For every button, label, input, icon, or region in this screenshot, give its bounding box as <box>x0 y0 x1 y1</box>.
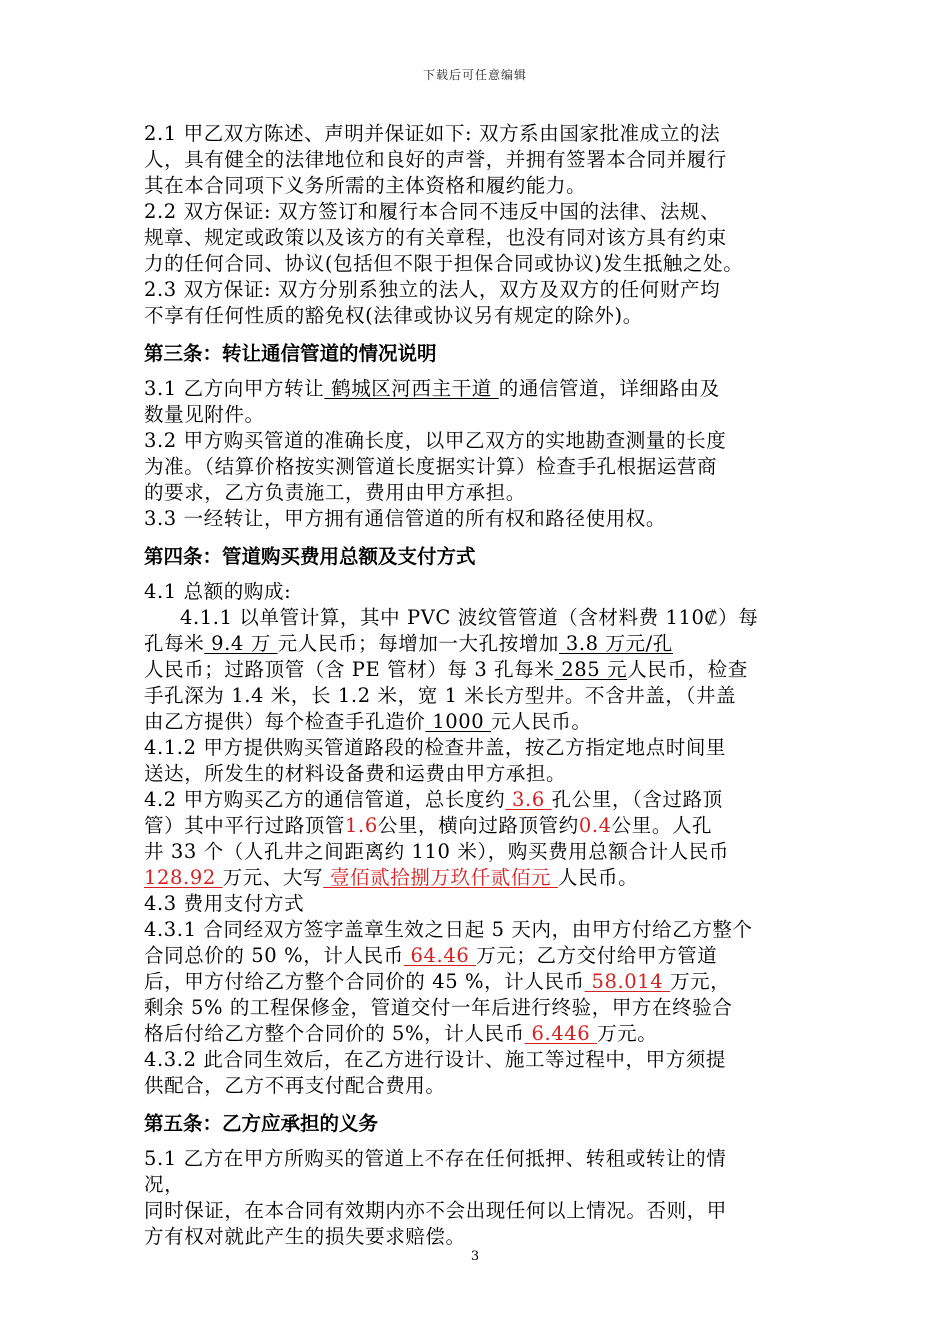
paragraph-line <box>144 657 806 683</box>
paragraph-line <box>144 787 806 813</box>
paragraph-line: 为准。（结算价格按实测管道长度据实计算）检查手孔根据运营商 <box>144 455 718 478</box>
paragraph-line: 人，具有健全的法律地位和良好的声誉，并拥有签署本合同并履行 <box>144 148 727 171</box>
paragraph-line: 剩余 5% 的工程保修金，管道交付一年后进行终验，甲方在终验合 <box>144 996 733 1019</box>
paragraph-line <box>144 709 806 735</box>
first-payment-field: 64.46 <box>403 944 477 967</box>
text: 万元、大写 <box>222 866 324 889</box>
text: 孔每米 <box>144 632 205 655</box>
text: 万元；乙方交付给甲方管道 <box>476 944 718 967</box>
paragraph-line: 力的任何合同、协议(包括但不限于担保合同或协议)发生抵触之处。 <box>144 252 744 275</box>
paragraph-line: 4.1.2 甲方提供购买管道路段的检查井盖，按乙方指定地点时间里 <box>144 736 727 759</box>
parallel-length-value: 1.6 <box>345 814 378 837</box>
paragraph-line: 况， <box>144 1173 185 1196</box>
paragraph-line: 井 33 个（人孔井之间距离约 110 米），购买费用总额合计人民币 <box>144 840 729 863</box>
paragraph-line <box>144 865 806 891</box>
second-payment-field: 58.014 <box>584 970 671 993</box>
paragraph-line: 4.3.1 合同经双方签字盖章生效之日起 5 天内，由甲方付给乙方整个 <box>144 918 753 941</box>
text: 万元， <box>670 970 731 993</box>
total-amount-field: 128.92 <box>144 866 223 889</box>
paragraph-line: 4.1 总额的购成: <box>144 580 292 603</box>
paragraph-line: 4.1.1 以单管计算，其中 PVC 波纹管管道（含材料费 110₡）每 <box>180 606 759 629</box>
paragraph-line <box>144 376 806 402</box>
paragraph-line <box>144 943 806 969</box>
paragraph-line: 不享有任何性质的豁免权(法律或协议另有规定的除外)。 <box>144 304 643 327</box>
text: 由乙方提供）每个检查手孔造价 <box>144 710 426 733</box>
text: 3.1 乙方向甲方转让 <box>144 377 325 400</box>
paragraph-line <box>144 813 806 839</box>
section-3 <box>144 376 806 532</box>
text: 人民币；过路顶管（含 PE 管材）每 3 孔每米 <box>144 658 555 681</box>
section-4-heading: 第四条：管道购买费用总额及支付方式 <box>144 545 476 568</box>
paragraph-line: 4.3.2 此合同生效后，在乙方进行设计、施工等过程中，甲方须提 <box>144 1048 727 1071</box>
text: 公里，横向过路顶管约 <box>377 814 579 837</box>
paragraph-line: 2.2 双方保证: 双方签订和履行本合同不违反中国的法律、法规、 <box>144 200 721 223</box>
paragraph-line: 其在本合同项下义务所需的主体资格和履约能力。 <box>144 174 587 197</box>
text: 公里。人孔 <box>611 814 713 837</box>
paragraph-line: 的要求，乙方负责施工，费用由甲方承担。 <box>144 481 526 504</box>
paragraph-line <box>144 1021 806 1047</box>
extra-hole-price-field: 3.8 万元/孔 <box>559 632 673 655</box>
paragraph-line: 同时保证，在本合同有效期内亦不会出现任何以上情况。否则，甲 <box>144 1199 727 1222</box>
page-number: 3 <box>470 1249 480 1264</box>
paragraph-line: 5.1 乙方在甲方所购买的管道上不存在任何抵押、转租或转让的情 <box>144 1147 727 1170</box>
paragraph-line <box>144 631 806 657</box>
paragraph-line: 送达，所发生的材料设备费和运费由甲方承担。 <box>144 762 567 785</box>
pipe-jacking-price-field: 285 元 <box>554 658 628 681</box>
paragraph-line: 3.2 甲方购买管道的准确长度，以甲乙双方的实地勘查测量的长度 <box>144 429 727 452</box>
text: 格后付给乙方整个合同价的 5%，计人民币 <box>144 1022 525 1045</box>
text: 人民币，检查 <box>627 658 748 681</box>
text: 孔公里，（含过路顶 <box>551 788 723 811</box>
paragraph-line: 4.3 费用支付方式 <box>144 892 305 915</box>
page-header: 下载后可任意编辑 <box>422 68 527 82</box>
section-4 <box>144 579 806 1099</box>
text: 管）其中平行过路顶管 <box>144 814 346 837</box>
section-5 <box>144 1146 806 1250</box>
section-2 <box>144 121 806 329</box>
text: 人民币。 <box>557 866 639 889</box>
paragraph-line: 2.3 双方保证: 双方分别系独立的法人，双方及双方的任何财产均 <box>144 278 721 301</box>
text: 后，甲方付给乙方整个合同价的 45 %，计人民币 <box>144 970 585 993</box>
section-5-heading: 第五条：乙方应承担的义务 <box>144 1112 379 1135</box>
paragraph-line <box>144 969 806 995</box>
document-body <box>144 121 806 1250</box>
handhole-cost-field: 1000 <box>425 710 492 733</box>
road-name-field: 鹤城区河西主干道 <box>324 377 499 400</box>
total-amount-words-field: 壹佰贰拾捌万玖仟贰佰元 <box>323 866 558 889</box>
text: 元人民币；每增加一大孔按增加 <box>277 632 560 655</box>
paragraph-line: 数量见附件。 <box>144 403 265 426</box>
paragraph-line: 3.3 一经转让，甲方拥有通信管道的所有权和路径使用权。 <box>144 507 667 530</box>
paragraph-line: 规章、规定或政策以及该方的有关章程，也没有同对该方具有约束 <box>144 226 727 249</box>
text: 的通信管道，详细路由及 <box>498 377 720 400</box>
paragraph-line: 供配合，乙方不再支付配合费用。 <box>144 1074 446 1097</box>
text: 4.2 甲方购买乙方的通信管道，总长度约 <box>144 788 506 811</box>
paragraph-line: 2.1 甲乙双方陈述、声明并保证如下: 双方系由国家批准成立的法 <box>144 122 721 145</box>
price-per-meter-field: 9.4 万 <box>204 632 278 655</box>
total-length-field: 3.6 <box>505 788 552 811</box>
section-3-heading: 第三条：转让通信管道的情况说明 <box>144 342 437 365</box>
paragraph-line: 方有权对就此产生的损失要求赔偿。 <box>144 1225 466 1248</box>
paragraph-line: 手孔深为 1.4 米，长 1.2 米，宽 1 米长方型井。不含井盖，（井盖 <box>144 684 737 707</box>
text: 万元。 <box>597 1022 658 1045</box>
transverse-length-value: 0.4 <box>578 814 612 837</box>
text: 合同总价的 50 %，计人民币 <box>144 944 404 967</box>
text: 元人民币。 <box>491 710 592 733</box>
final-payment-field: 6.446 <box>524 1022 598 1045</box>
